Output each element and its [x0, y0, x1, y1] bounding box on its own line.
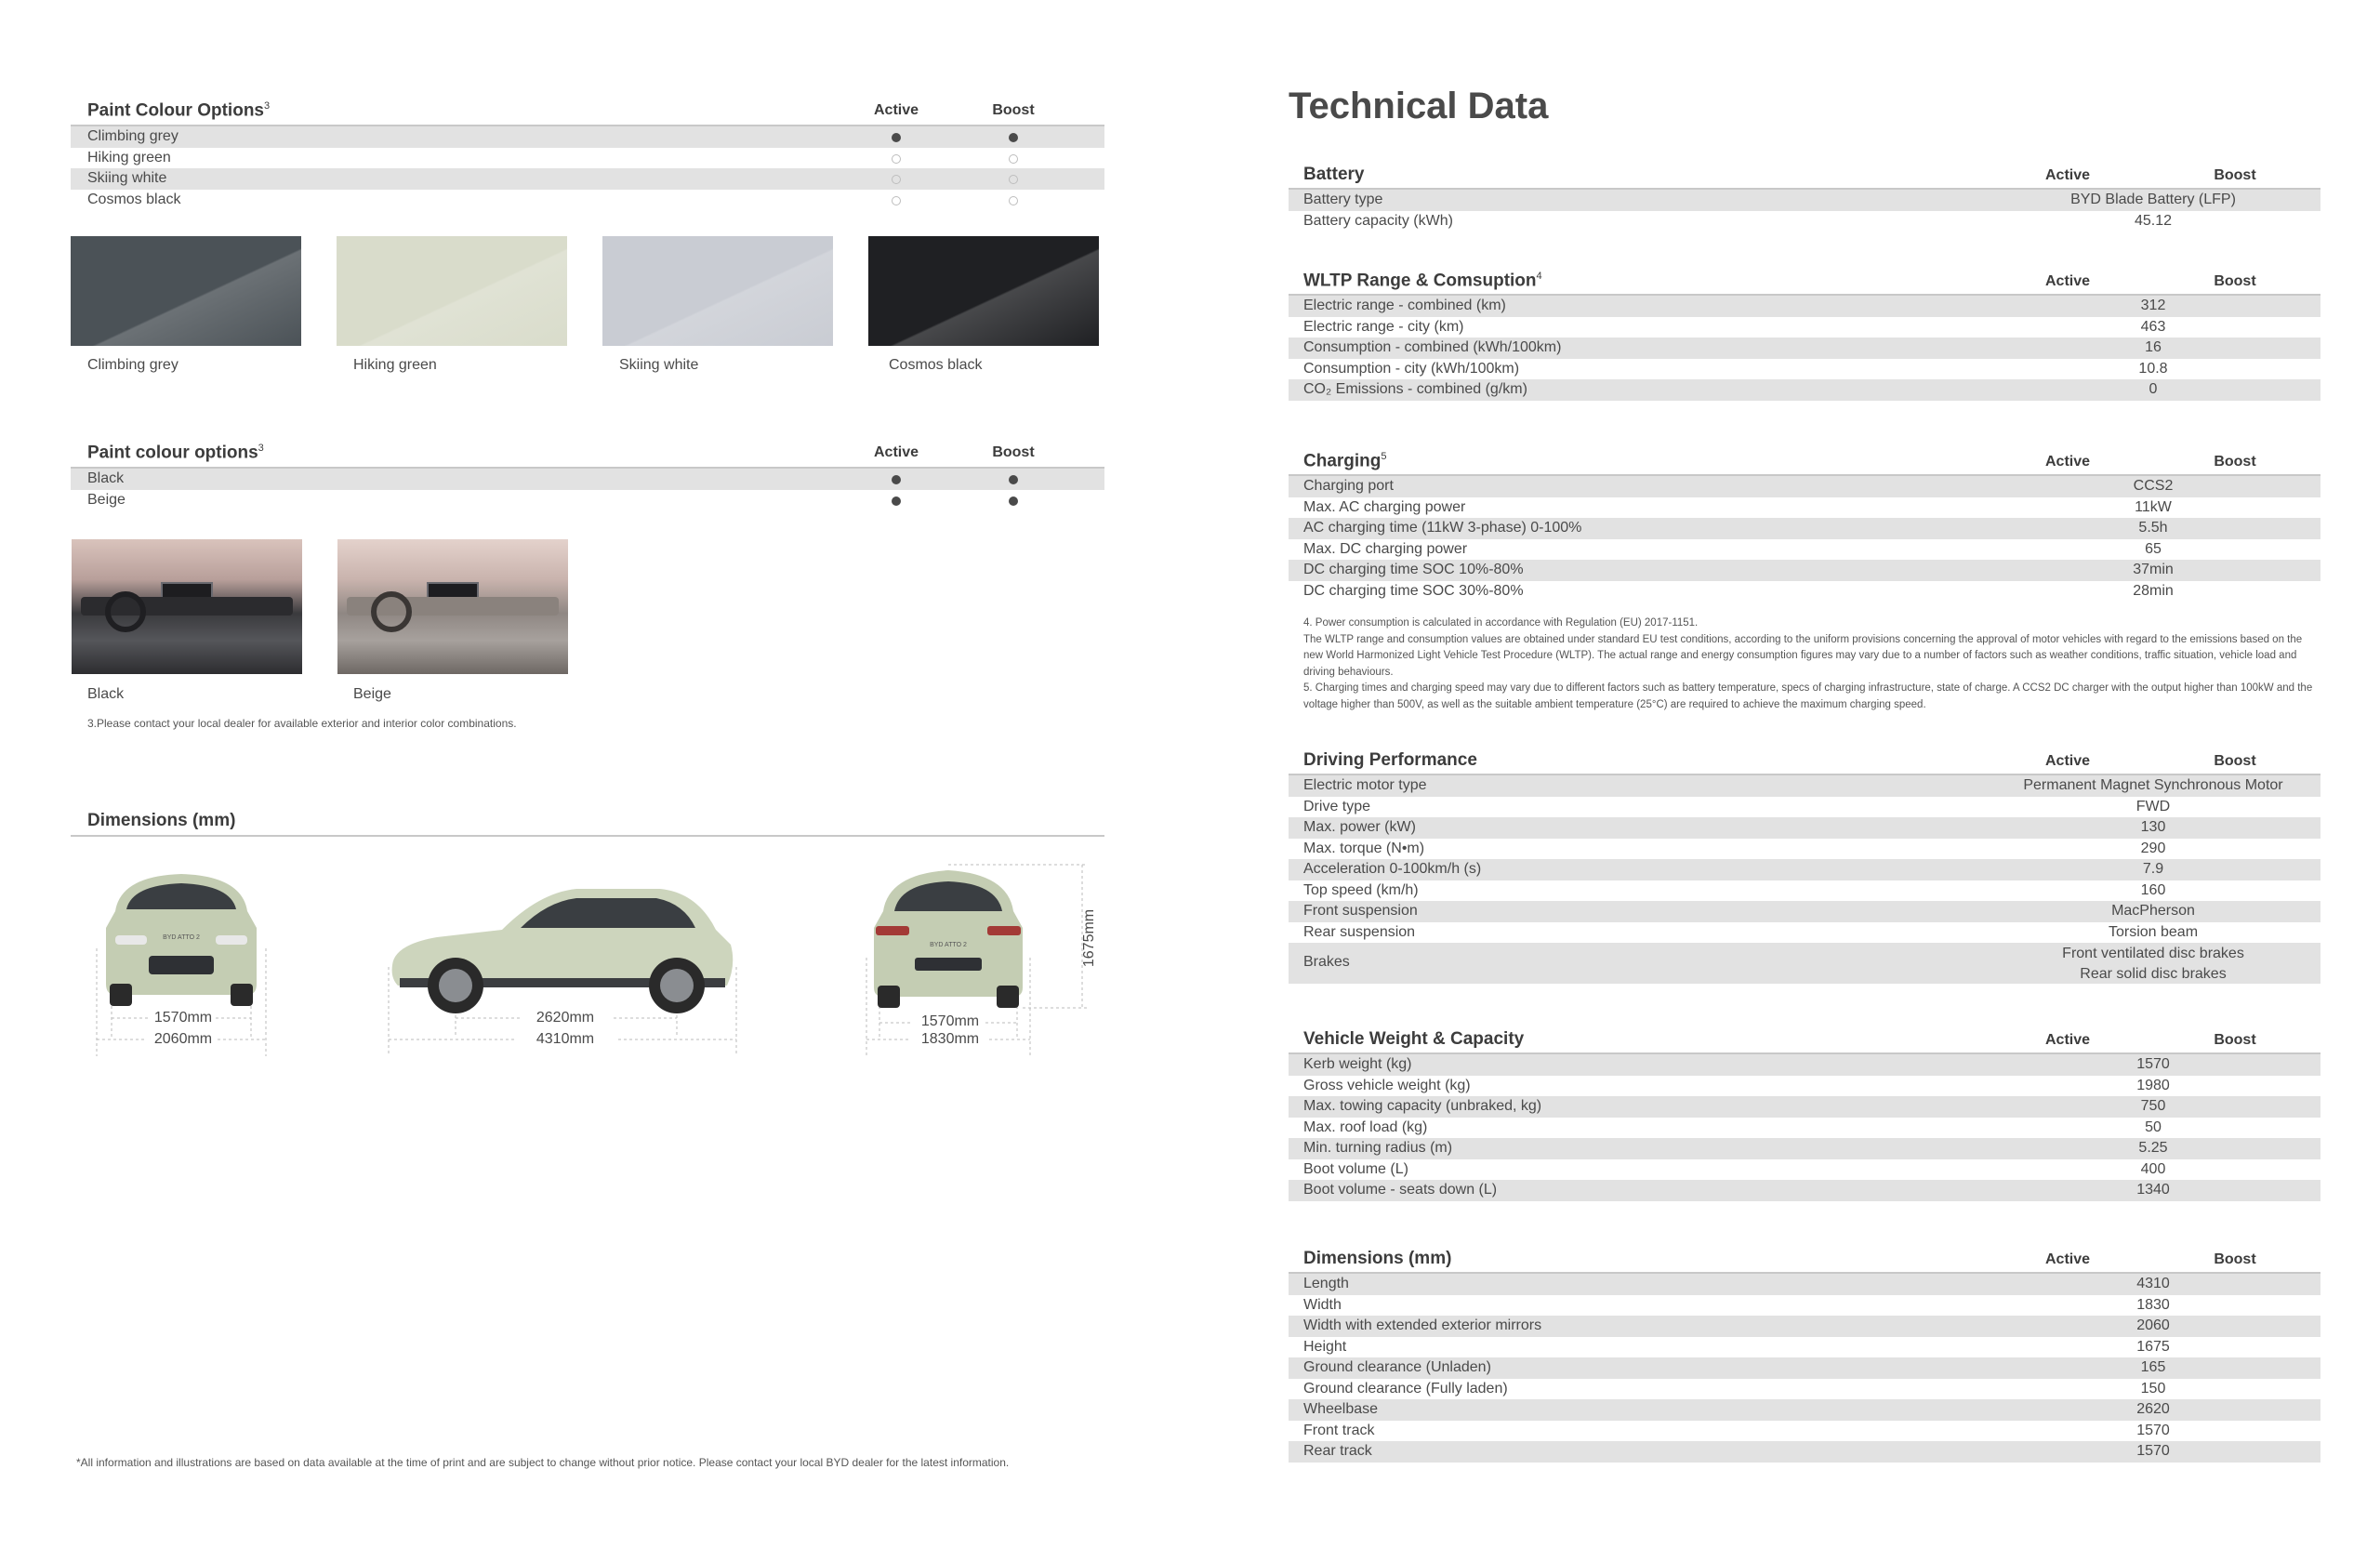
spec-section-title: Charging$^5$: [1303, 450, 1387, 470]
exterior-paint-row-label: Hiking green: [87, 149, 171, 165]
spec-value: 165: [2140, 1359, 2166, 1375]
spec-section-header: [1289, 1250, 2320, 1274]
spec-row: [1289, 1180, 2320, 1201]
dimensions-title: Dimensions (mm): [87, 811, 236, 830]
spec-label: Max. power (kW): [1303, 819, 1416, 835]
exterior-paint-row-label: Cosmos black: [87, 191, 181, 207]
spec-label: Battery capacity (kWh): [1303, 212, 1453, 229]
spec-label: Max. AC charging power: [1303, 498, 1466, 515]
spec-label: Gross vehicle weight (kg): [1303, 1077, 1471, 1093]
spec-value: 0: [2149, 381, 2158, 397]
height-label: 1675mm: [1081, 908, 1097, 968]
spec-row: [1289, 211, 2320, 232]
col-active: Active: [2044, 167, 2091, 183]
spec-row: [1289, 775, 2320, 797]
spec-section-header: [1289, 1030, 2320, 1054]
exterior-paint-row: [71, 148, 1104, 169]
standard-dot-icon: [1009, 133, 1018, 142]
spec-row: [1289, 817, 2320, 839]
spec-label: Top speed (km/h): [1303, 881, 1419, 898]
color-swatch: [337, 236, 567, 346]
color-swatch: [71, 236, 301, 346]
spec-row: [1289, 1295, 2320, 1317]
col-boost: Boost: [2214, 1251, 2256, 1267]
col-boost: Boost: [2214, 753, 2256, 769]
spec-section-title: Vehicle Weight & Capacity: [1303, 1029, 1525, 1049]
spec-value: 1830: [2136, 1296, 2170, 1313]
optional-circle-icon: [1009, 175, 1018, 184]
col-active: Active: [2044, 1032, 2091, 1048]
spec-row: [1289, 1054, 2320, 1076]
optional-circle-icon: [892, 154, 901, 164]
exterior-paint-row: [71, 190, 1104, 211]
length-label: 4310mm: [536, 1031, 595, 1047]
exterior-paint-row: [71, 168, 1104, 190]
spec-section-title: Battery: [1303, 165, 1365, 184]
spec-value: 1340: [2136, 1182, 2170, 1198]
spec-label: Ground clearance (Fully laden): [1303, 1380, 1508, 1397]
spec-label: Rear suspension: [1303, 923, 1416, 940]
spec-label: Rear track: [1303, 1443, 1372, 1459]
spec-label: Consumption - combined (kWh/100km): [1303, 339, 1562, 355]
col-active: Active: [2044, 1251, 2091, 1267]
spec-row: [1289, 859, 2320, 880]
interior-paint-row: [71, 490, 1104, 511]
spec-row: [1289, 317, 2320, 338]
spec-row: [1289, 560, 2320, 581]
spec-label: Brakes: [1303, 954, 1350, 970]
col-boost: Boost: [2214, 454, 2256, 470]
spec-label: Wheelbase: [1303, 1401, 1379, 1417]
spec-value: 7.9: [2142, 861, 2164, 877]
col-active: Active: [2044, 454, 2091, 470]
spec-value: Torsion beam: [2108, 923, 2199, 940]
spec-label: Electric range - combined (km): [1303, 298, 1506, 313]
spec-section-title: WLTP Range & Comsuption$^4$: [1303, 270, 1542, 290]
spec-row: [1289, 839, 2320, 860]
spec-label: Acceleration 0-100km/h (s): [1303, 861, 1482, 877]
spec-section-header: [1289, 751, 2320, 775]
spec-row: [1289, 1138, 2320, 1159]
spec-row: [1289, 1118, 2320, 1139]
spec-section-header: [1289, 165, 2320, 190]
spec-label: AC charging time (11kW 3-phase) 0-100%: [1303, 520, 1582, 536]
spec-row: [1289, 1357, 2320, 1379]
spec-row: [1289, 379, 2320, 401]
spec-row: [1289, 539, 2320, 561]
interior-paint-header: [71, 441, 1104, 469]
note-wltp: The WLTP range and consumption values are obtained under standard EU test conditions, according to the uniform provisions concerning the approval of motor vehicles with regard to the emissions based on the new World Harmonized Light Vehicle Test Procedure (WLTP). The actual range and energy consumption figures may vary due to a number of factors such as weather conditions, traffic situation, vehicle load and driving behaviours.: [1303, 633, 2303, 678]
spec-value: 400: [2140, 1160, 2166, 1177]
spec-value: 2060: [2136, 1317, 2170, 1333]
optional-circle-icon: [1009, 196, 1018, 205]
spec-value: Front ventilated disc brakes Rear solid disc brakes: [2062, 946, 2244, 982]
spec-value: 1980: [2136, 1077, 2170, 1093]
exterior-paint-row-label: Skiing white: [87, 170, 167, 186]
front-width-label: 2060mm: [153, 1031, 213, 1047]
spec-label: Max. DC charging power: [1303, 540, 1468, 557]
spec-label: Battery type: [1303, 192, 1383, 207]
interior-paint-row-label: Black: [87, 470, 125, 486]
spec-label: DC charging time SOC 30%-80%: [1303, 582, 1524, 599]
technical-notes: [1303, 616, 2320, 713]
spec-value: 130: [2140, 819, 2166, 835]
spec-value: 28min: [2133, 582, 2174, 599]
interior-paint-row-label: Beige: [87, 491, 126, 508]
spec-value: 312: [2140, 298, 2166, 313]
spec-value: MacPherson: [2111, 903, 2195, 919]
spec-label: Min. turning radius (m): [1303, 1140, 1453, 1156]
spec-row: [1289, 1076, 2320, 1097]
spec-section: [1289, 751, 2320, 984]
standard-dot-icon: [892, 496, 901, 506]
spec-label: Length: [1303, 1276, 1349, 1291]
standard-dot-icon: [892, 133, 901, 142]
spec-section: [1289, 452, 2320, 602]
spec-section: [1289, 1250, 2320, 1463]
spec-label: Front track: [1303, 1422, 1375, 1438]
optional-circle-icon: [892, 196, 901, 205]
wheelbase-label: 2620mm: [536, 1010, 595, 1026]
interior-beige-image: [337, 539, 568, 674]
standard-dot-icon: [1009, 475, 1018, 484]
col-active: Active: [873, 444, 919, 460]
exterior-paint-title: Paint Colour Options$^3$: [87, 99, 271, 120]
spec-value: 1570: [2136, 1443, 2170, 1459]
col-boost: Boost: [992, 444, 1035, 460]
spec-section-header: [1289, 271, 2320, 296]
spec-value: 5.5h: [2138, 520, 2168, 536]
color-swatch-label: Cosmos black: [889, 357, 983, 373]
spec-label: CO₂ Emissions - combined (g/km): [1303, 381, 1527, 397]
spec-row: [1289, 1399, 2320, 1421]
optional-circle-icon: [892, 175, 901, 184]
exterior-paint-row: [71, 126, 1104, 148]
spec-section-title: Driving Performance: [1303, 750, 1477, 770]
rear-badge: BYD ATTO 2: [930, 942, 967, 948]
spec-value: 290: [2140, 840, 2166, 856]
interior-paint-row: [71, 469, 1104, 490]
col-boost: Boost: [2214, 273, 2256, 289]
optional-circle-icon: [1009, 154, 1018, 164]
spec-row: [1289, 797, 2320, 818]
spec-row: [1289, 880, 2320, 902]
spec-row: [1289, 943, 2320, 984]
spec-row: [1289, 1441, 2320, 1463]
spec-label: Front suspension: [1303, 903, 1418, 919]
spec-value: 150: [2140, 1380, 2166, 1397]
spec-value: 463: [2140, 318, 2166, 335]
interior-black-label: Black: [87, 686, 125, 702]
spec-row: [1289, 1379, 2320, 1400]
dimensions-header: [71, 809, 1104, 837]
spec-row: [1289, 497, 2320, 519]
spec-row: [1289, 296, 2320, 317]
spec-value: 16: [2145, 339, 2162, 355]
page-title: Technical Data: [1289, 86, 1549, 126]
exterior-paint-row-label: Climbing grey: [87, 128, 178, 144]
spec-value: 750: [2140, 1098, 2166, 1114]
spec-label: Drive type: [1303, 798, 1371, 814]
spec-row: [1289, 901, 2320, 922]
exterior-paint-table: [71, 99, 1104, 210]
spec-row: [1289, 476, 2320, 497]
spec-row: [1289, 359, 2320, 380]
color-swatch-label: Climbing grey: [87, 357, 178, 373]
spec-label: Boot volume (L): [1303, 1160, 1408, 1177]
spec-value: CCS2: [2133, 478, 2174, 494]
disclaimer: *All information and illustrations are based on data available at the time of print and are subject to change without prior notice. Please contact your local BYD dealer for the latest information.: [76, 1456, 1010, 1469]
spec-row: [1289, 338, 2320, 359]
spec-label: DC charging time SOC 10%-80%: [1303, 562, 1524, 577]
spec-label: Height: [1303, 1338, 1347, 1355]
note-power-consumption: 4. Power consumption is calculated in accordance with Regulation (EU) 2017-1151.: [1303, 617, 1699, 629]
col-boost: Boost: [2214, 1032, 2256, 1048]
spec-value: 160: [2140, 881, 2166, 898]
spec-value: BYD Blade Battery (LFP): [2070, 192, 2236, 207]
col-boost: Boost: [2214, 167, 2256, 183]
spec-label: Width with extended exterior mirrors: [1303, 1317, 1542, 1333]
standard-dot-icon: [1009, 496, 1018, 506]
spec-row: [1289, 1421, 2320, 1442]
spec-row: [1289, 1316, 2320, 1337]
spec-value: 45.12: [2134, 212, 2173, 229]
spec-value: Permanent Magnet Synchronous Motor: [2023, 777, 2283, 793]
spec-row: [1289, 922, 2320, 944]
spec-value: 11kW: [2135, 498, 2172, 515]
car-front-view: [84, 855, 288, 1060]
spec-label: Width: [1303, 1296, 1342, 1313]
spec-value: 37min: [2133, 562, 2174, 577]
col-boost: Boost: [992, 102, 1035, 118]
interior-paint-title: Paint colour options$^3$: [87, 442, 264, 462]
spec-value: 10.8: [2138, 360, 2168, 377]
interior-paint-table: [71, 441, 1104, 510]
spec-row: [1289, 190, 2320, 211]
spec-row: [1289, 518, 2320, 539]
spec-value: FWD: [2135, 798, 2171, 814]
spec-section-title: Dimensions (mm): [1303, 1249, 1452, 1268]
spec-value: 1675: [2136, 1338, 2170, 1355]
spec-value: 2620: [2136, 1401, 2170, 1417]
spec-row: [1289, 1159, 2320, 1181]
color-combination-footnote: 3.Please contact your local dealer for available exterior and interior color combinations.: [87, 717, 517, 730]
interior-beige-label: Beige: [353, 686, 391, 702]
spec-label: Electric range - city (km): [1303, 318, 1464, 335]
spec-row: [1289, 1274, 2320, 1295]
spec-row: [1289, 1337, 2320, 1358]
spec-value: 65: [2145, 540, 2162, 557]
spec-section-header: [1289, 452, 2320, 476]
exterior-paint-header: [71, 99, 1104, 126]
spec-label: Boot volume - seats down (L): [1303, 1182, 1498, 1198]
rear-track-label: 1570mm: [920, 1013, 980, 1029]
spec-label: Electric motor type: [1303, 777, 1427, 793]
spec-value: 1570: [2136, 1422, 2170, 1438]
spec-label: Max. roof load (kg): [1303, 1119, 1428, 1135]
interior-black-image: [72, 539, 302, 674]
spec-value: 1570: [2136, 1056, 2170, 1072]
note-charging: 5. Charging times and charging speed may vary due to different factors such as battery temperature, specs of charging infrastructure, state of charge. A CCS2 DC charger with the output higher than 100kW and the voltage higher than 500V, as well as the suitable ambient temperature (25°C) are required to achieve the maximum charging speed.: [1303, 682, 2313, 710]
front-badge: BYD ATTO 2: [163, 934, 200, 941]
spec-label: Charging port: [1303, 478, 1394, 494]
spec-label: Max. towing capacity (unbraked, kg): [1303, 1098, 1542, 1114]
spec-label: Max. torque (N•m): [1303, 840, 1425, 856]
standard-dot-icon: [892, 475, 901, 484]
color-swatch: [602, 236, 833, 346]
front-track-label: 1570mm: [153, 1010, 213, 1026]
rear-width-label: 1830mm: [920, 1031, 980, 1047]
spec-label: Consumption - city (kWh/100km): [1303, 360, 1520, 377]
car-side-view: [381, 855, 744, 1060]
color-swatch: [868, 236, 1099, 346]
color-swatch-label: Hiking green: [353, 357, 437, 373]
color-swatch-label: Skiing white: [619, 357, 699, 373]
spec-section: [1289, 165, 2320, 232]
spec-value: 4310: [2136, 1276, 2170, 1291]
col-active: Active: [2044, 273, 2091, 289]
spec-section: [1289, 271, 2320, 401]
spec-row: [1289, 1096, 2320, 1118]
spec-label: Kerb weight (kg): [1303, 1056, 1412, 1072]
spec-value: 5.25: [2138, 1140, 2168, 1156]
spec-label: Ground clearance (Unladen): [1303, 1359, 1491, 1375]
col-active: Active: [2044, 753, 2091, 769]
spec-section: [1289, 1030, 2320, 1201]
spec-value: 50: [2145, 1119, 2162, 1135]
spec-row: [1289, 581, 2320, 602]
col-active: Active: [873, 102, 919, 118]
